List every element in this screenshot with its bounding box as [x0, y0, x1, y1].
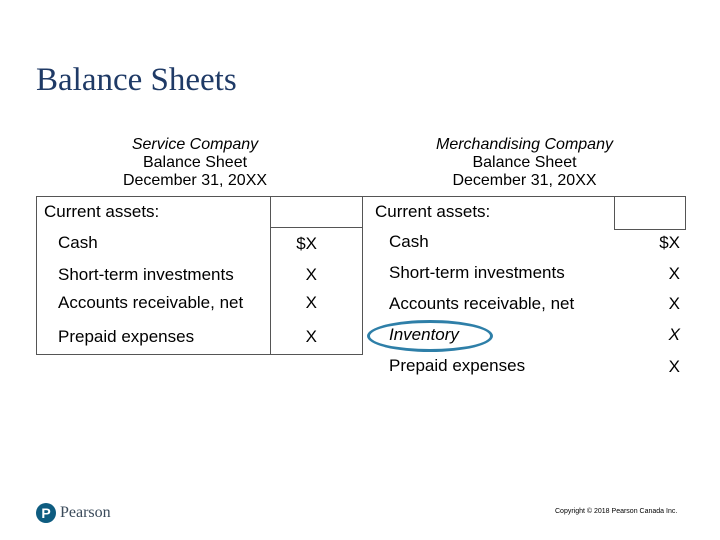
copyright-notice: Copyright © 2018 Pearson Canada Inc.: [555, 508, 678, 515]
row-amount: X: [668, 325, 680, 344]
row-label: Accounts receivable, net: [58, 293, 244, 312]
table-divider: [614, 229, 686, 230]
row-label: Short-term investments: [58, 265, 234, 284]
table-divider: [270, 227, 363, 228]
row-amount: $X: [659, 233, 680, 252]
row-label: Cash: [389, 232, 429, 251]
row-amount: X: [305, 265, 317, 284]
row-label: Short-term investments: [389, 263, 565, 282]
table-divider: [685, 196, 686, 230]
row-amount: X: [305, 293, 317, 312]
table-top-border: [363, 196, 686, 197]
inventory-highlight-ring: [367, 320, 493, 352]
page-title: Balance Sheets: [36, 62, 237, 98]
row-amount: X: [668, 357, 680, 376]
statement-date: December 31, 20XX: [452, 172, 597, 189]
company-name: Service Company: [131, 136, 259, 153]
pearson-logo: [36, 503, 111, 523]
row-amount: X: [668, 294, 680, 313]
table-divider: [614, 196, 615, 230]
row-label: Cash: [58, 233, 98, 252]
row-label: Accounts receivable, net: [389, 294, 575, 313]
row-label: Prepaid expenses: [389, 356, 526, 375]
merchandising-company-header: [412, 136, 637, 190]
logo-text: Pearson: [60, 504, 111, 521]
row-label: Prepaid expenses: [58, 327, 195, 346]
pearson-p-logo-icon: P: [36, 503, 56, 523]
statement-name: Balance Sheet: [472, 154, 577, 171]
company-name: Merchandising Company: [436, 136, 613, 153]
section-label: Current assets:: [375, 202, 491, 221]
row-amount: X: [668, 264, 680, 283]
statement-name: Balance Sheet: [142, 154, 248, 171]
row-amount: $X: [296, 234, 317, 253]
section-label: Current assets:: [44, 202, 160, 221]
row-label-inventory: Inventory: [389, 325, 459, 344]
table-divider: [270, 196, 271, 355]
statement-date: December 31, 20XX: [122, 172, 268, 189]
service-company-header: [95, 136, 295, 190]
row-amount: X: [305, 327, 317, 346]
